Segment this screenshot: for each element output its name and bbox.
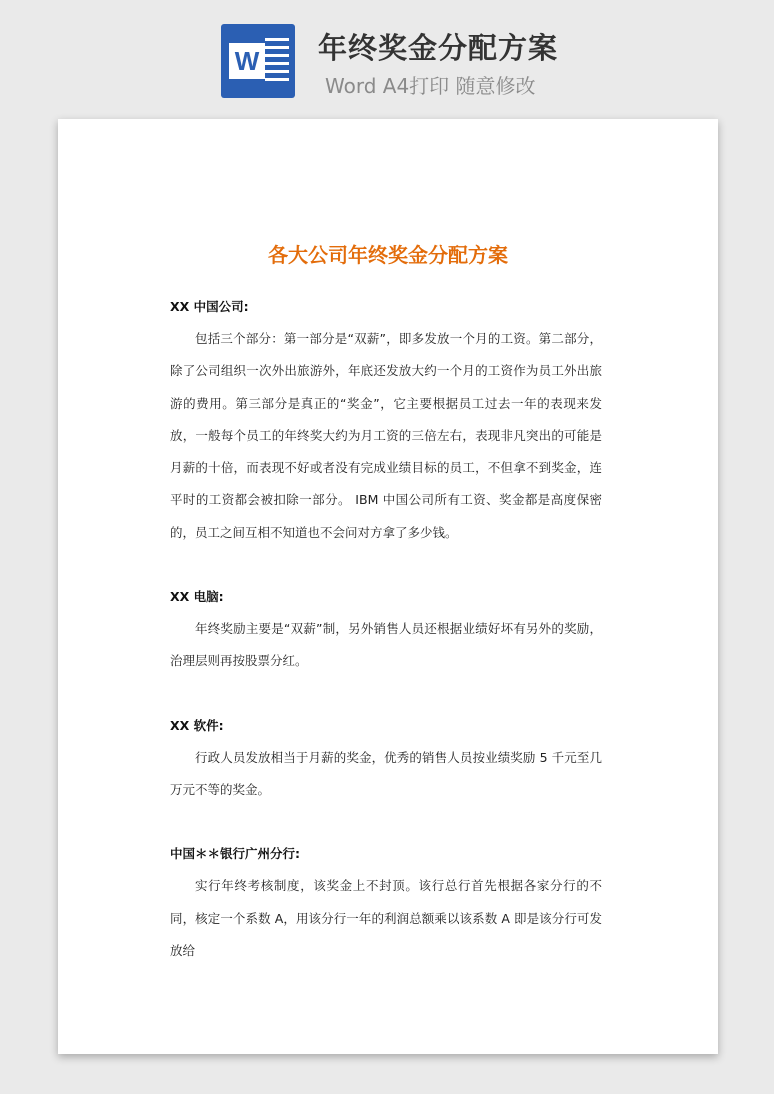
section-paragraph: 包括三个部分：第一部分是“双薪”，即多发放一个月的工资。第二部分，除了公司组织一次外出旅游外，年底还发放大约一个月的工资作为员工外出旅游的费用。第三部分是真正的“奖金”，它主要根据员工过去一年的表现来发放，一般每个员工的年终奖大约为月工资的三倍左右，表现非凡突出的可能是月薪的十倍，而表现不好或者没有完成业绩目标的员工，不但拿不到奖金，连平时的工资都会被扣除一部分。 IBM 中国公司所有工资、奖金都是高度保密的，员工之间互相不知道也不会问对方拿了多少钱。 (170, 331, 602, 540)
text-lines-icon (265, 38, 289, 86)
header-title: 年终奖金分配方案 (318, 31, 559, 65)
document-title: 各大公司年终奖金分配方案 (268, 243, 508, 267)
section-heading: 中国＊＊银行广州分行: (170, 846, 300, 862)
section-computer (170, 581, 602, 678)
word-logo-letter: W (229, 43, 265, 79)
section-paragraph: 实行年终考核制度，该奖金上不封顶。该行总行首先根据各家分行的不同，核定一个系数 A，用该分行一年的利润总额乘以该系数 A 即是该分行可发放给 (170, 878, 602, 958)
section-paragraph: 行政人员发放相当于月薪的奖金，优秀的销售人员按业绩奖励 5 千元至几万元不等的奖金。 (170, 749, 602, 797)
section-heading: XX 电脑: (170, 589, 224, 605)
section-heading: XX 软件: (170, 717, 224, 733)
header-subtitle: Word A4打印 随意修改 (325, 74, 536, 98)
word-icon (221, 24, 295, 98)
document-body (170, 291, 602, 967)
section-ibm (170, 291, 602, 549)
section-software (170, 710, 602, 807)
section-bank (170, 838, 602, 967)
section-paragraph: 年终奖励主要是“双薪”制，另外销售人员还根据业绩好坏有另外的奖励，治理层则再按股票分红。 (170, 621, 602, 669)
section-heading: XX 中国公司: (170, 299, 249, 314)
template-header (0, 0, 774, 110)
document-page (58, 119, 718, 1054)
